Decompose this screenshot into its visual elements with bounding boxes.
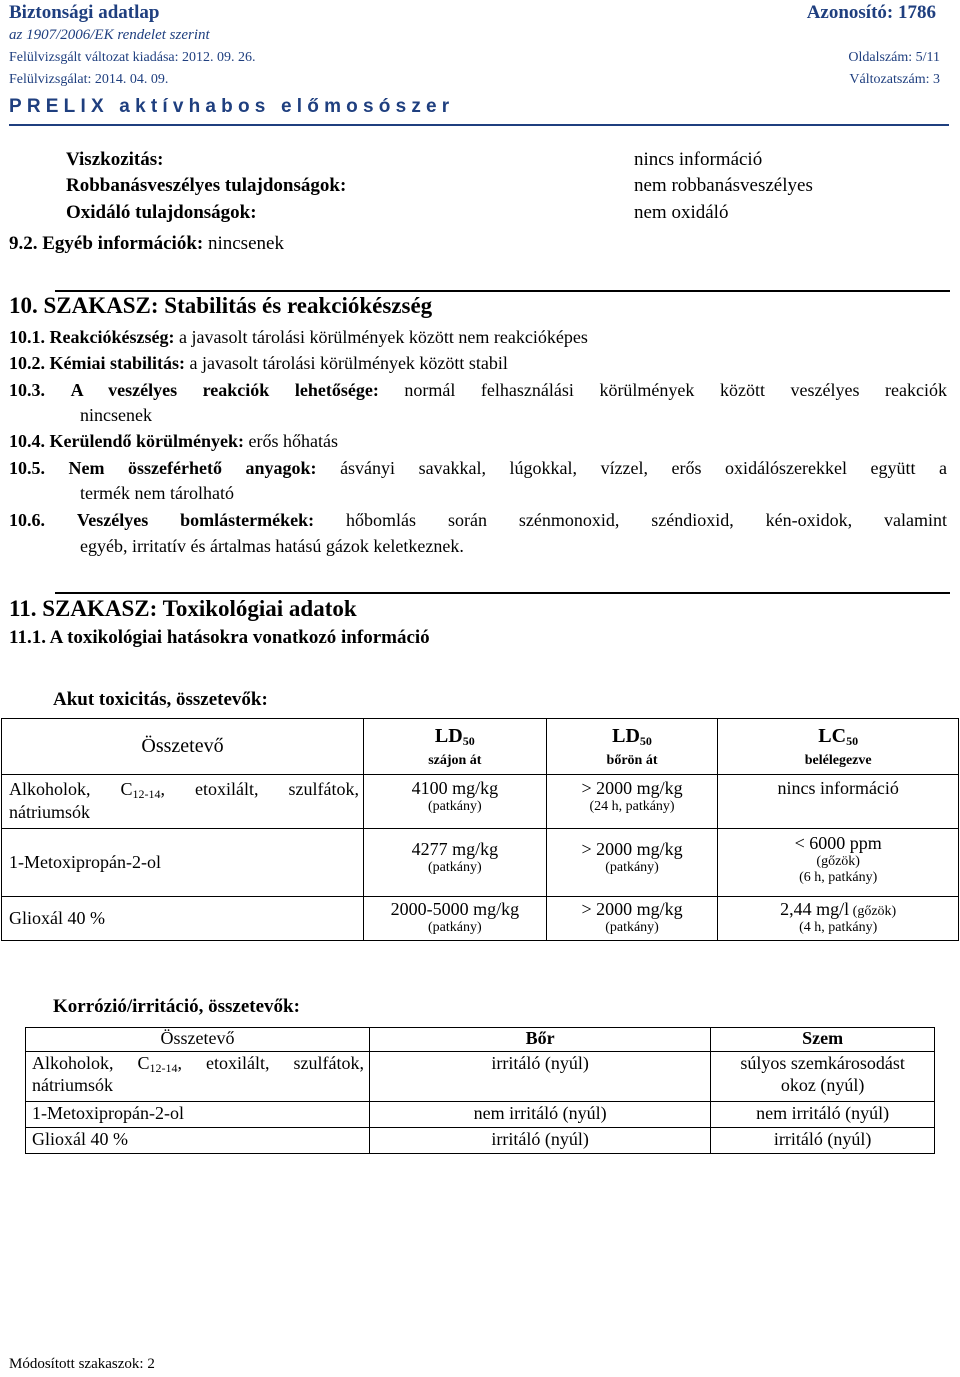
corrosion-r1-component: Alkoholok, $C_{12-14}$, etoxilált, szulfátok, nátriumsók bbox=[26, 1052, 370, 1102]
prop-value-viscosity: nincs információ bbox=[634, 149, 763, 170]
acute-r1-dermal: > 2000 mg/kg (24 h, patkány) bbox=[546, 775, 718, 829]
section10-rule bbox=[55, 290, 950, 292]
acute-col-oral-title: $LD_{50}$ bbox=[434, 725, 475, 748]
acute-r3-inhal: 2,44 mg/l (gőzök) (4 h, patkány) bbox=[718, 897, 959, 941]
item-10-3-text: normál felhasználási körülmények között veszélyes reakciók bbox=[404, 380, 947, 400]
item-10-6-label: Veszélyes bomlástermékek: bbox=[76, 510, 315, 530]
revised-edition: Felülvizsgált változat kiadása: 2012. 09. 26. bbox=[9, 50, 256, 65]
corrosion-col-skin: Bőr bbox=[369, 1028, 710, 1052]
acute-col-oral-route: szájon át bbox=[428, 753, 482, 768]
acute-toxicity-table bbox=[1, 718, 959, 941]
item-10-1-text: a javasolt tárolási körülmények között nem reakcióképes bbox=[178, 327, 588, 347]
item-10-2-label: Kémiai stabilitás: bbox=[49, 353, 185, 373]
corrosion-r2-skin: nem irritáló (nyúl) bbox=[369, 1102, 710, 1128]
item-10-3 bbox=[9, 380, 947, 401]
acute-col-oral bbox=[363, 719, 546, 775]
prop-value-explosive: nem robbanásveszélyes bbox=[634, 175, 813, 196]
acute-col-component: Összetevő bbox=[2, 719, 364, 775]
item-10-5 bbox=[9, 458, 947, 479]
prop-label-explosive: Robbanásveszélyes tulajdonságok: bbox=[66, 175, 347, 196]
corrosion-header-row bbox=[26, 1028, 935, 1052]
acute-col-inhal-route: belélegezve bbox=[804, 753, 872, 768]
item-10-2 bbox=[9, 353, 508, 374]
acute-r3-dermal: > 2000 mg/kg (patkány) bbox=[546, 897, 718, 941]
acute-r1-inhal: nincs információ bbox=[718, 775, 959, 829]
section11-sub: 11.1. A toxikológiai hatásokra vonatkozó információ bbox=[9, 627, 430, 648]
acute-col-dermal-title: $LD_{50}$ bbox=[612, 725, 652, 748]
item-10-2-num: 10.2. bbox=[9, 353, 45, 373]
corrosion-r3-component: Glioxál 40 % bbox=[26, 1128, 370, 1154]
product-name: PRELIX aktívhabos előmosószer bbox=[9, 96, 455, 117]
item-10-4-num: 10.4. bbox=[9, 431, 45, 451]
document-title: Biztonsági adatlap bbox=[9, 2, 160, 23]
item-10-4-text: erős hőhatás bbox=[248, 431, 338, 451]
table-row bbox=[2, 829, 959, 897]
document-id: Azonosító: 1786 bbox=[806, 2, 936, 23]
item-10-6 bbox=[9, 510, 947, 531]
acute-r2-inhal: < 6000 ppm (gőzök) (6 h, patkány) bbox=[718, 829, 959, 897]
acute-r3-component: Glioxál 40 % bbox=[2, 897, 364, 941]
item-10-3-cont: nincsenek bbox=[80, 405, 152, 425]
other-info-value: nincsenek bbox=[203, 233, 284, 254]
table-row bbox=[2, 775, 959, 829]
revision-date: Felülvizsgálat: 2014. 04. 09. bbox=[9, 72, 169, 87]
other-info bbox=[9, 233, 284, 255]
item-10-2-text: a javasolt tárolási körülmények között stabil bbox=[189, 353, 508, 373]
item-10-4-label: Kerülendő körülmények: bbox=[49, 431, 245, 451]
corrosion-col-eye: Szem bbox=[711, 1028, 935, 1052]
prop-label-oxidizing: Oxidáló tulajdonságok: bbox=[66, 202, 257, 223]
acute-r2-component: 1-Metoxipropán-2-ol bbox=[2, 829, 364, 897]
item-10-5-num: 10.5. bbox=[9, 458, 45, 478]
version-number: Változatszám: 3 bbox=[849, 72, 940, 87]
item-10-3-num: 10.3. bbox=[9, 380, 45, 400]
acute-r2-dermal: > 2000 mg/kg (patkány) bbox=[546, 829, 718, 897]
corrosion-r1-eye: súlyos szemkárosodást okoz (nyúl) bbox=[711, 1052, 935, 1102]
acute-col-dermal-route: bőrön át bbox=[606, 753, 658, 768]
item-10-5-text: ásványi savakkal, lúgokkal, vízzel, erős oxidálószerekkel együtt a bbox=[340, 458, 948, 478]
regulation-line: az 1907/2006/EK rendelet szerint bbox=[9, 27, 210, 43]
corrosion-col-component: Összetevő bbox=[26, 1028, 370, 1052]
acute-r1-oral: 4100 mg/kg (patkány) bbox=[363, 775, 546, 829]
page-number: Oldalszám: 5/11 bbox=[848, 50, 940, 65]
item-10-6-cont: egyéb, irritatív és ártalmas hatású gázok keletkeznek. bbox=[80, 536, 464, 556]
header-divider bbox=[9, 124, 949, 126]
acute-r2-oral: 4277 mg/kg (patkány) bbox=[363, 829, 546, 897]
corrosion-r2-component: 1-Metoxipropán-2-ol bbox=[26, 1102, 370, 1128]
item-10-5-label: Nem összeférhető anyagok: bbox=[68, 458, 317, 478]
item-10-4 bbox=[9, 431, 338, 452]
table-row bbox=[2, 897, 959, 941]
acute-r3-oral: 2000-5000 mg/kg (patkány) bbox=[363, 897, 546, 941]
section10-heading: 10. SZAKASZ: Stabilitás és reakciókészség bbox=[9, 293, 433, 318]
corrosion-table bbox=[25, 1027, 935, 1154]
section11-rule bbox=[55, 592, 950, 594]
prop-value-oxidizing: nem oxidáló bbox=[634, 202, 729, 223]
corrosion-title: Korrózió/irritáció, összetevők: bbox=[53, 996, 300, 1017]
item-10-1-num: 10.1. bbox=[9, 327, 45, 347]
other-info-label: 9.2. Egyéb információk: bbox=[9, 233, 204, 254]
section11-heading: 11. SZAKASZ: Toxikológiai adatok bbox=[9, 596, 357, 621]
table-row bbox=[26, 1128, 935, 1154]
acute-col-inhal-title: $LC_{50}$ bbox=[818, 725, 859, 748]
acute-r1-component: Alkoholok, $C_{12-14}$, etoxilált, szulfátok, nátriumsók bbox=[2, 775, 364, 829]
item-10-3-label: A veszélyes reakciók lehetősége: bbox=[70, 380, 379, 400]
corrosion-r2-eye: nem irritáló (nyúl) bbox=[711, 1102, 935, 1128]
item-10-1-label: Reakciókészség: bbox=[49, 327, 175, 347]
acute-header-row bbox=[2, 719, 959, 775]
acute-col-dermal bbox=[546, 719, 718, 775]
item-10-6-num: 10.6. bbox=[9, 510, 45, 530]
table-row bbox=[26, 1052, 935, 1102]
item-10-1 bbox=[9, 327, 588, 348]
footer-modified-sections: Módosított szakaszok: 2 bbox=[9, 1356, 155, 1372]
acute-title: Akut toxicitás, összetevők: bbox=[53, 689, 268, 710]
corrosion-r3-skin: irritáló (nyúl) bbox=[369, 1128, 710, 1154]
table-row bbox=[26, 1102, 935, 1128]
prop-label-viscosity: Viszkozitás: bbox=[66, 149, 164, 170]
corrosion-r3-eye: irritáló (nyúl) bbox=[711, 1128, 935, 1154]
acute-col-inhal bbox=[718, 719, 959, 775]
item-10-5-cont: termék nem tárolható bbox=[80, 483, 234, 503]
corrosion-r1-skin: irritáló (nyúl) bbox=[369, 1052, 710, 1102]
item-10-6-text: hőbomlás során szénmonoxid, széndioxid, kén-oxidok, valamint bbox=[346, 510, 948, 530]
